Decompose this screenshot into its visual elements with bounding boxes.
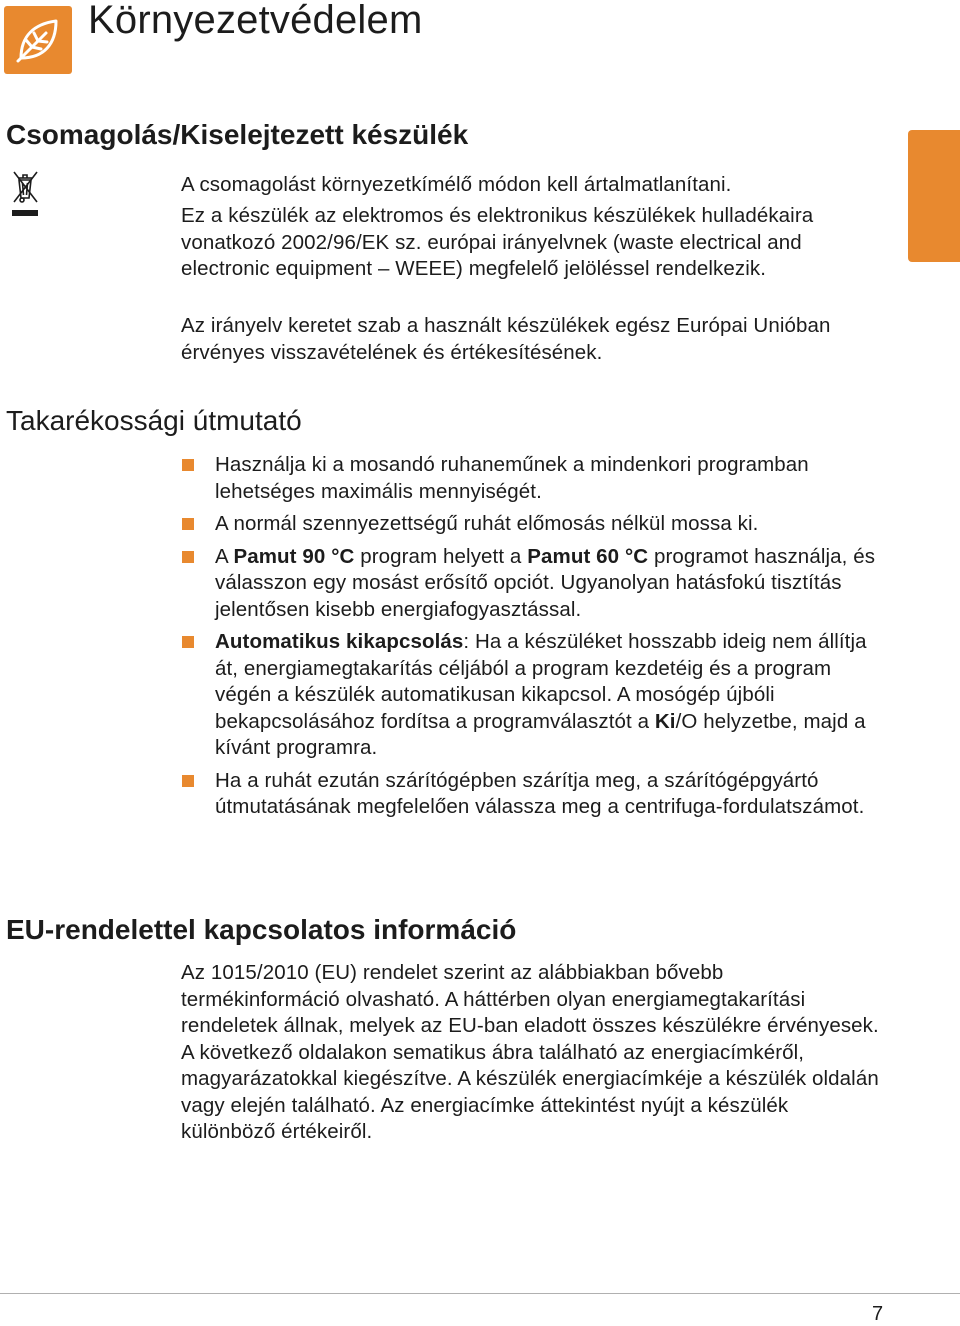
saving-heading: Takarékossági útmutató: [6, 405, 302, 436]
bullet-square: [182, 636, 194, 648]
leaf-badge: [4, 6, 72, 74]
bullet-square: [182, 551, 194, 563]
tip-text: /O helyzetbe, majd a kívánt programra.: [215, 709, 866, 759]
packaging-heading: Csomagolás/Kiselejtezett készülék: [6, 119, 469, 150]
tip-emphasis: Automatikus kikapcsolás: [215, 630, 464, 653]
tip-item: [181, 511, 881, 538]
tip-text: A: [215, 544, 234, 568]
tip-item: [181, 768, 881, 821]
page-number: 7: [872, 1303, 884, 1325]
tip-text: program helyett a: [354, 544, 528, 568]
leaf-icon: [4, 6, 72, 74]
tip-item: [181, 544, 881, 624]
tip-text: Használja ki a mosandó ruhaneműnek a mindenkori programban lehetséges maximális mennyiségét.: [215, 453, 809, 503]
tip-item: [181, 629, 881, 762]
tip-emphasis: Pamut 60 °C: [527, 544, 649, 568]
packaging-paragraph-2: Ez a készülék az elektromos és elektronikus készülékek hulladékaira vonatkozó 2002/96/EK sz. európai irányelvnek (waste electrical and electronic equipment – WEEE) megfelelő jelöléssel rendelkezik.: [181, 204, 814, 280]
tip-emphasis: Pamut 90 °C: [233, 544, 355, 568]
tip-emphasis: Ki: [654, 709, 676, 733]
bullet-square: [182, 459, 194, 471]
packaging-paragraph-3: Az irányelv keretet szab a használt készülékek egész Európai Unióban érvényes visszavételének és értékesítésének.: [181, 314, 831, 364]
page-title: Környezetvédelem: [88, 0, 423, 42]
chapter-tab: [908, 130, 960, 262]
tip-text: : Ha a készüléket hosszabb ideig nem állítja át, energiamegtakarítás céljából a program kezdetéig és a program végén a készülék automatikusan kikapcsol. A mosógép újbóli bekapcsolásához fordítsa a programválasztót a: [215, 630, 867, 733]
bullet-square: [182, 775, 194, 787]
eu-heading: EU-rendelettel kapcsolatos információ: [6, 914, 517, 945]
tip-text: programot használja, és válasszon egy mosást erősítő opciót. Ugyanolyan hatásfokú tisztítás jelentősen kisebb energiafogyasztással.: [215, 544, 876, 621]
tip-text: Ha a ruhát ezután szárítógépben szárítja meg, a szárítógépgyártó útmutatásának megfelelően válassza meg a centrifuga-fordulatszámot.: [215, 768, 865, 818]
footer-divider: [0, 1293, 960, 1294]
saving-tips-list: [181, 452, 881, 827]
tip-item: [181, 452, 881, 505]
bullet-square: [182, 518, 194, 530]
crossed-out-bin-icon: [10, 166, 40, 218]
eu-paragraph: Az 1015/2010 (EU) rendelet szerint az alábbiakban bővebb termékinformáció olvasható. A háttérben olyan energiamegtakarítási rendeletek állnak, melyek az EU-ban eladott összes készülékre érvényesek. A következő oldalakon sematikus ábra található az energiacímkéről, magyarázatokkal kiegészítve. A készülék energiacímkéje a készülék oldalán vagy elején található. Az energiacímke áttekintést nyújt a készülék különböző értékeiről.: [181, 961, 879, 1143]
packaging-paragraph-1: A csomagolást környezetkímélő módon kell ártalmatlanítani.: [181, 173, 732, 196]
tip-text: A normál szennyezettségű ruhát előmosás nélkül mossa ki.: [215, 512, 759, 535]
